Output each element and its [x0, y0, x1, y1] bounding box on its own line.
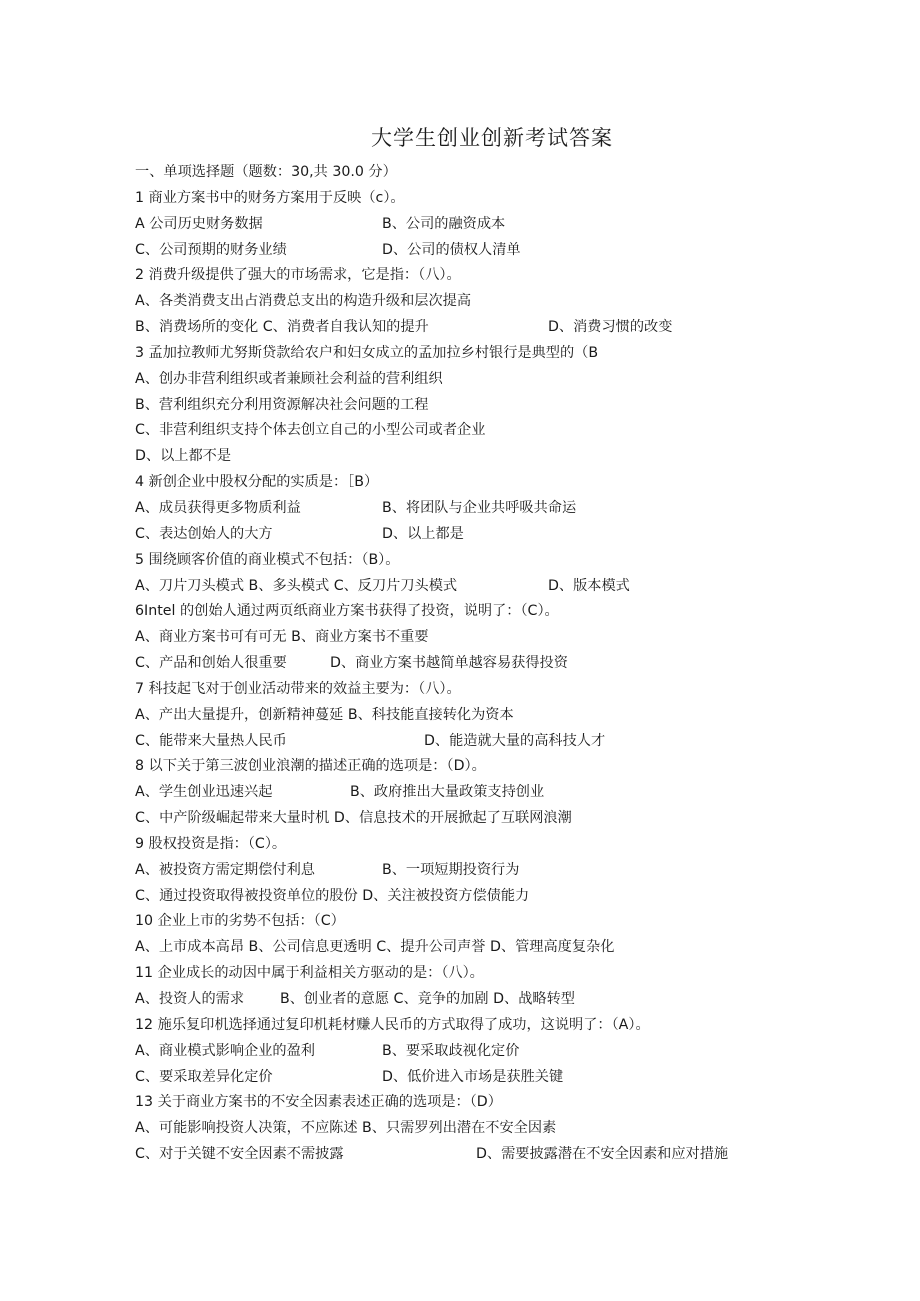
section-heading: [135, 160, 855, 186]
question-text: 3 孟加拉教师尤努斯贷款给农户和妇女成立的孟加拉乡村银行是典型的（B: [135, 344, 599, 361]
option-b: B、一项短期投资行为: [382, 861, 520, 878]
question-text: 11 企业成长的动因中属于利益相关方驱动的是：（八）。: [135, 965, 484, 982]
option-c: C、能带来大量热人民币: [135, 732, 287, 749]
option-a: A、创办非营利组织或者兼顾社会利益的营利组织: [135, 370, 443, 387]
options-row: [135, 289, 855, 315]
question-9: [135, 832, 855, 858]
question-text: 12 施乐复印机选择通过复印机耗材赚人民币的方式取得了成功，这说明了：（A）。: [135, 1016, 650, 1033]
option-c: C、要采取差异化定价: [135, 1068, 273, 1085]
option-b: B、营利组织充分利用资源解决社会问题的工程: [135, 396, 429, 413]
option-a: A、被投资方需定期偿付利息: [135, 861, 315, 878]
option-d: D、能造就大量的高科技人才: [424, 732, 606, 749]
option-d: D、需要披露潜在不安全因素和应对措施: [476, 1146, 729, 1163]
option-d: D、公司的债权人清单: [382, 241, 521, 258]
options-row: [135, 703, 855, 729]
options-row: [135, 858, 855, 884]
option-d: D、以上都是: [382, 525, 464, 542]
question-12: [135, 1013, 855, 1039]
question-text: 9 股权投资是指：（C）。: [135, 835, 287, 852]
options-row: [135, 987, 855, 1013]
question-list: [135, 160, 855, 1168]
options-row: [135, 393, 855, 419]
question-8: [135, 754, 855, 780]
question-text: 7 科技起飞对于创业活动带来的效益主要为：（八）。: [135, 680, 461, 697]
option-d: D、商业方案书越简单越容易获得投资: [330, 655, 568, 672]
option-d: D、低价进入市场是获胜关键: [382, 1068, 564, 1085]
option-bcd: B、创业者的意愿 C、竞争的加剧 D、战略转型: [280, 991, 575, 1007]
options-row: [135, 418, 855, 444]
option-a: A、各类消费支出占消费总支出的构造升级和层次提高: [135, 293, 472, 310]
options-row: [135, 574, 855, 600]
question-11: [135, 961, 855, 987]
page-title: 大学生创业创新考试答案: [371, 126, 613, 150]
line-text: 一、单项选择题（题数：30,共 30.0 分）: [135, 164, 397, 180]
question-text: 2 消费升级提供了强大的市场需求，它是指：（八）。: [135, 267, 461, 284]
options-row: [135, 212, 855, 238]
question-2: [135, 263, 855, 289]
options-row: [135, 522, 855, 548]
options-row: [135, 729, 855, 755]
option-b: B、要采取歧视化定价: [382, 1042, 520, 1059]
option-c: C、产品和创始人很重要: [135, 655, 287, 672]
options-row: [135, 625, 855, 651]
option-d: D、以上都不是: [135, 448, 232, 465]
options-row: [135, 238, 855, 264]
options-row: [135, 1039, 855, 1065]
option-a: A 公司历史财务数据: [135, 215, 263, 232]
option-a: A、商业模式影响企业的盈利: [135, 1042, 315, 1059]
question-text: 6Intel 的创始人通过两页纸商业方案书获得了投资，说明了：（C）。: [135, 603, 559, 620]
option-a: A、成员获得更多物质利益: [135, 499, 301, 516]
option-a: A、学生创业迅速兴起: [135, 784, 273, 801]
question-13: [135, 1090, 855, 1116]
options-row: [135, 935, 855, 961]
option-bc: B、消费场所的变化 C、消费者自我认知的提升: [135, 319, 429, 336]
question-text: 5 围绕顾客价值的商业模式不包括：（B）。: [135, 551, 400, 568]
option-c: C、非营利组织支持个体去创立自己的小型公司或者企业: [135, 422, 486, 439]
option-b: B、政府推出大量政策支持创业: [350, 784, 545, 801]
question-text: 1 商业方案书中的财务方案用于反映（c）。: [135, 189, 405, 206]
options-row: [135, 884, 855, 910]
option-c: C、表达创始人的大方: [135, 525, 273, 542]
question-text: 10 企业上市的劣势不包括：（C）: [135, 913, 345, 930]
option-d: D、版本模式: [548, 577, 630, 594]
options-row: [135, 1065, 855, 1091]
option-a: A、投资人的需求: [135, 991, 245, 1007]
options-row: [135, 651, 855, 677]
question-text: 4 新创企业中股权分配的实质是：［B）: [135, 474, 379, 491]
option-c: C、公司预期的财务业绩: [135, 241, 287, 258]
option-ab: A、产出大量提升，创新精神蔓延 B、科技能直接转化为资本: [135, 706, 514, 723]
options-row: [135, 367, 855, 393]
question-5: [135, 548, 855, 574]
option-ab: A、可能影响投资人决策，不应陈述 B、只需罗列出潜在不安全因素: [135, 1120, 557, 1137]
options-row: [135, 315, 855, 341]
options-row: [135, 496, 855, 522]
option-c: C、对于关键不安全因素不需披露: [135, 1146, 344, 1163]
options-row: [135, 1142, 855, 1168]
question-6: [135, 599, 855, 625]
option-cd: C、通过投资取得被投资单位的股份 D、关注被投资方偿债能力: [135, 887, 530, 904]
options-row: [135, 806, 855, 832]
question-text: 13 关于商业方案书的不安全因素表述正确的选项是：（D）: [135, 1094, 502, 1111]
question-1: [135, 186, 855, 212]
option-d: D、消费习惯的改变: [548, 319, 673, 336]
question-3: [135, 341, 855, 367]
question-7: [135, 677, 855, 703]
option-abc: A、刀片刀头模式 B、多头模式 C、反刀片刀头模式: [135, 577, 458, 594]
option-b: B、将团队与企业共呼吸共命运: [382, 499, 577, 516]
options-row: [135, 1116, 855, 1142]
options-row: [135, 780, 855, 806]
option-cd: C、中产阶级崛起带来大量时机 D、信息技术的开展掀起了互联网浪潮: [135, 810, 572, 827]
option-b: B、公司的融资成本: [382, 215, 506, 232]
option-abcd: A、上市成本高昂 B、公司信息更透明 C、提升公司声誉 D、管理高度复杂化: [135, 939, 615, 956]
question-10: [135, 909, 855, 935]
question-4: [135, 470, 855, 496]
option-ab: A、商业方案书可有可无 B、商业方案书不重要: [135, 629, 429, 646]
options-row: [135, 444, 855, 470]
question-text: 8 以下关于第三波创业浪潮的描述正确的选项是：（D）。: [135, 758, 486, 775]
